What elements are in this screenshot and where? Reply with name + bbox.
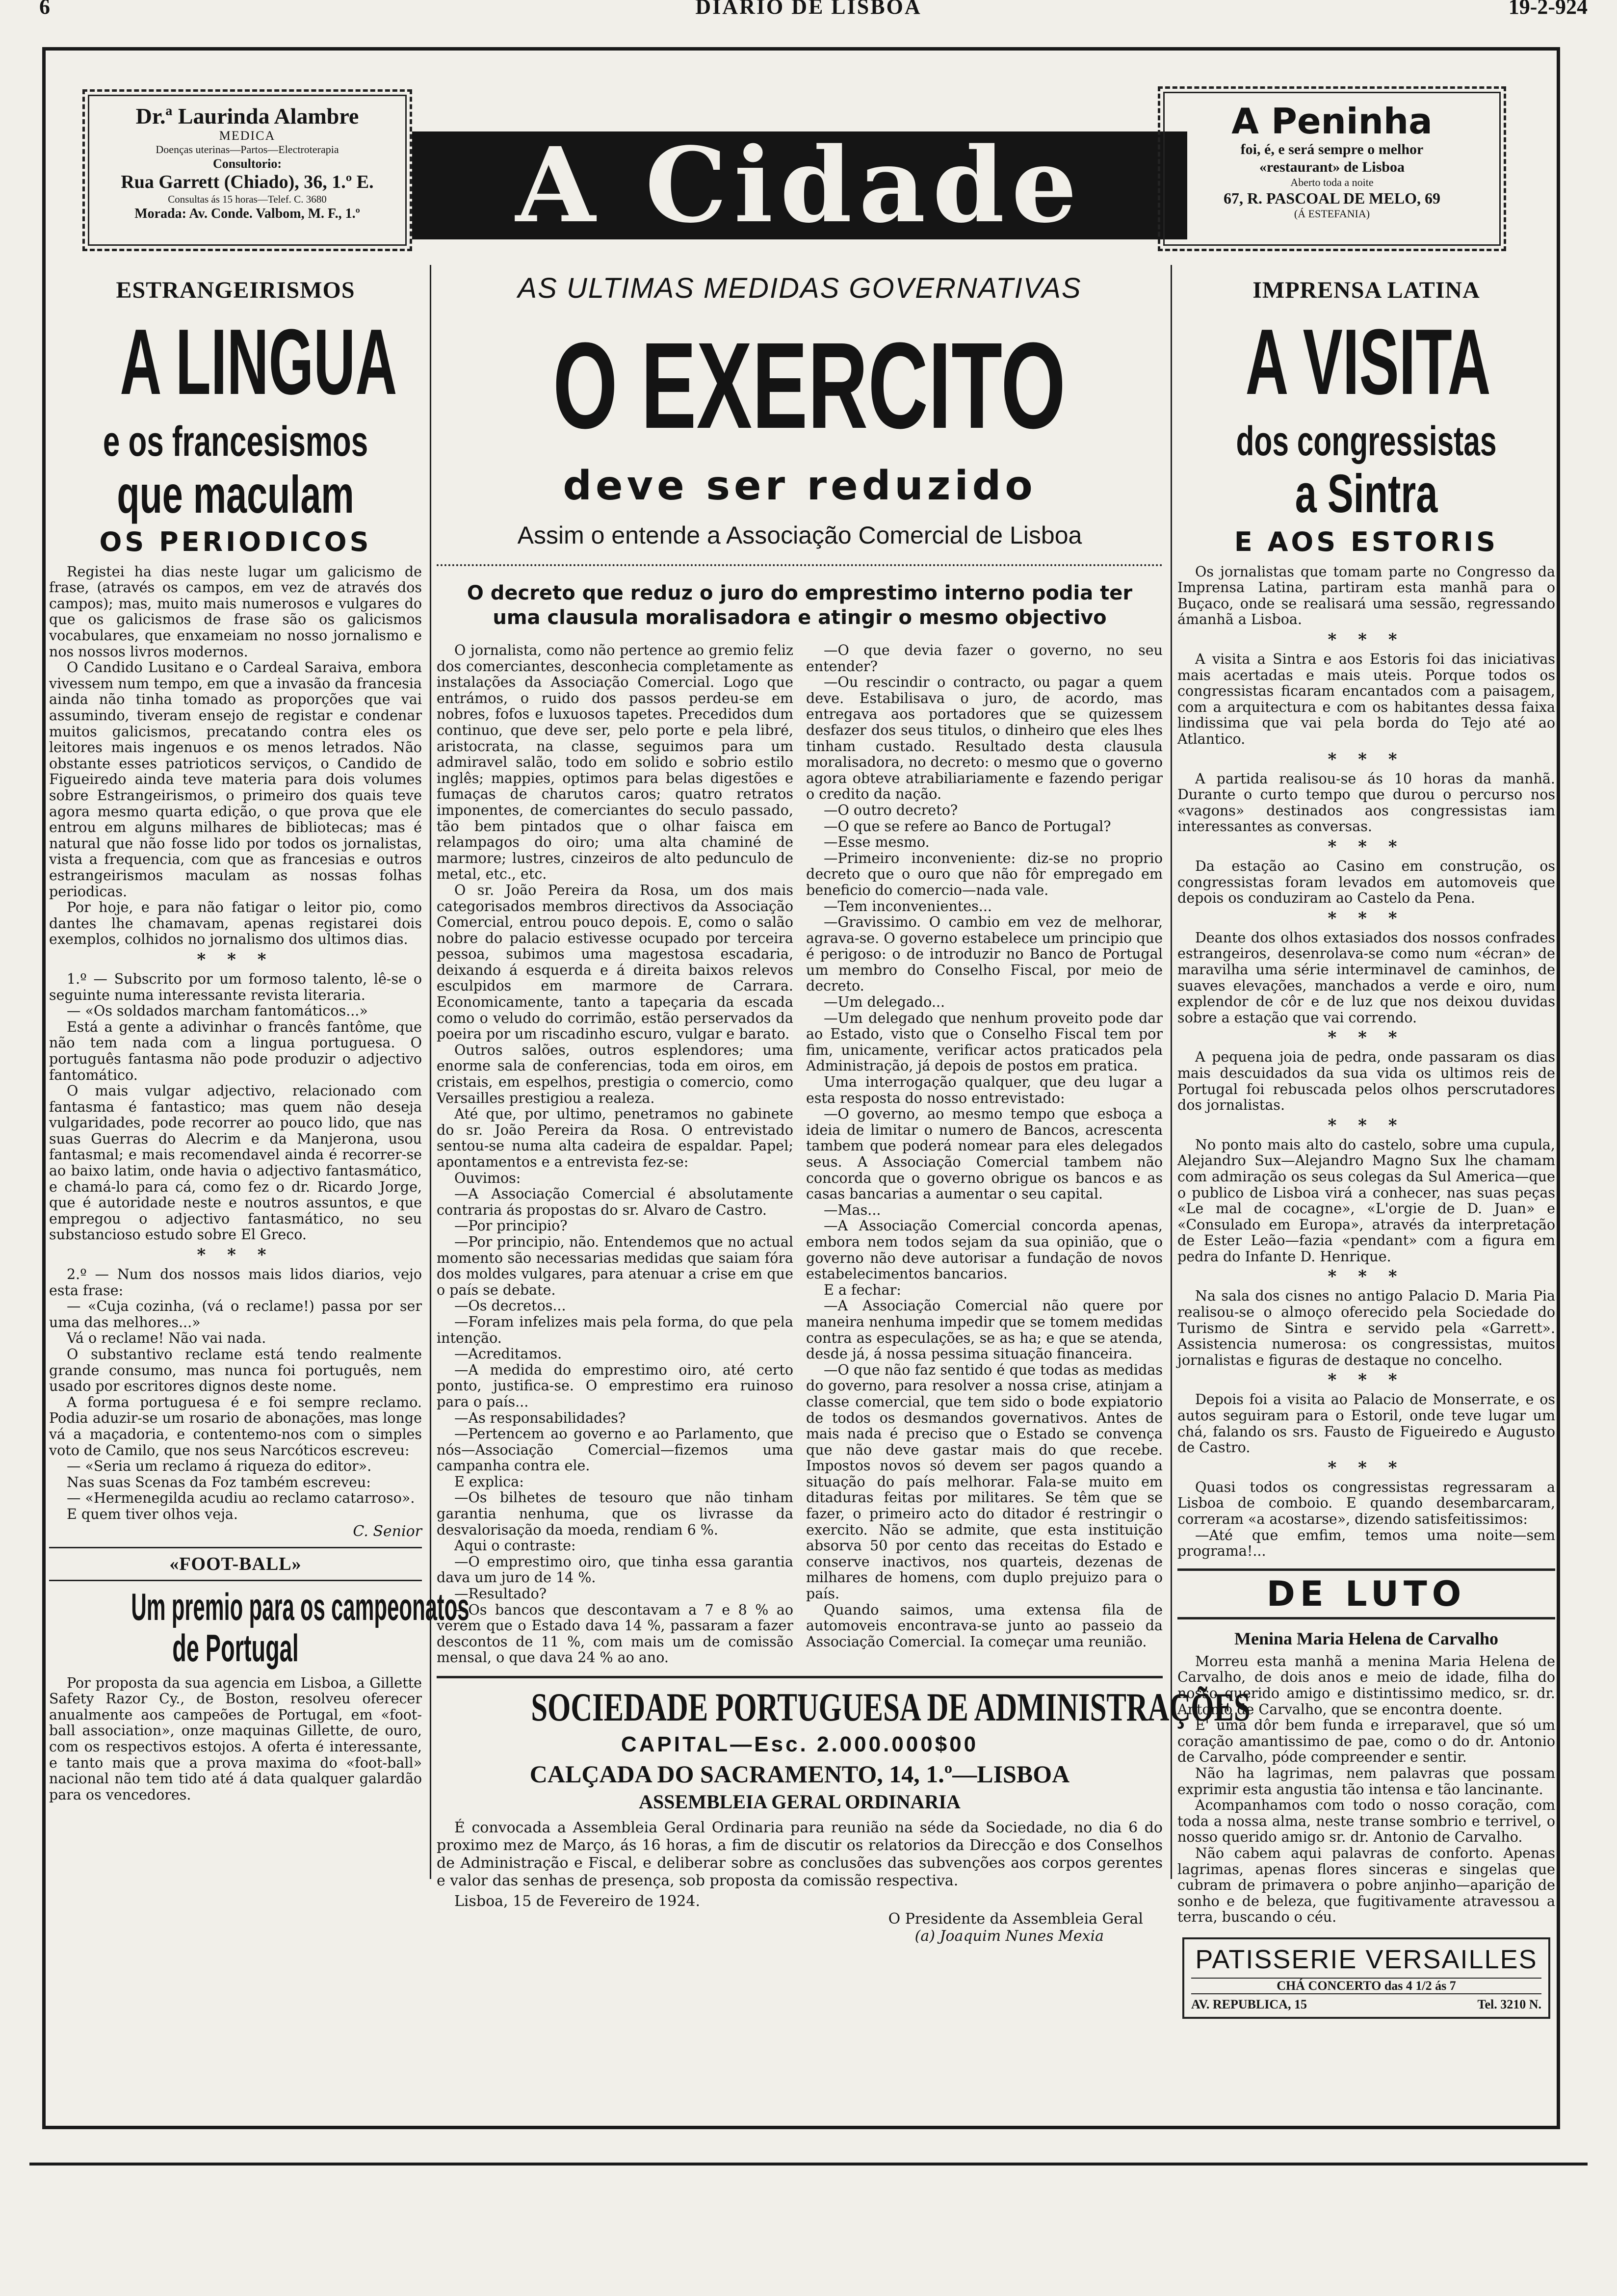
center-paragraph: —O que não faz sentido é que todas as medidas do governo, para resolver a nossa crise, atinjam a classe comercial, que tem sido o bode expiatorio de todos os desmandos governativos. Antes de mais nada é preciso que o Estado se convença que não deve gastar mais do que recebe. Impostos novos só devem ser pagos quando a situação do país melhorar. Fala-se muito em ditaduras feitas por militares. Se têm que se fazer, o primeiro acto do ditador é restringir o exercito. Não se admite, que esta instituição absorva 50 por cento das receitas do Estado e conserve inactivos, nos quarteis, dezenas de milhares de homens, com duplo prejuizo para o país. (806, 1361, 1163, 1602)
center-paragraph: —O que se refere ao Banco de Portugal? (824, 818, 1111, 835)
section-stars: * * * (197, 1245, 274, 1265)
right-paragraph: No ponto mais alto do castelo, sobre uma cupula, Alejandro Sux—Alejandro Magno Sux lhe chamam com admiração os seus colegas da Sul America—que o publico de Lisboa virá a conhecer, nas suas peças «Le mal de cocagne», «L'orgie de D. Juan» e «Consulado em Europa», através da interpretação de Ester Leão—fazia «pendant» com a figura em pedra do Infante D. Henrique. (1177, 1136, 1555, 1265)
center-paragraph: O sr. João Pereira da Rosa, um dos mais categorisados membros directivos da Associação Comercial, entrou pouco depois. E, como o salão nobre do palacio estivesse ocupado por terceira pessoa, subimos uma magestosa escadaria, deixando á esquerda e á direita baixos relevos esculpidos em marmore de Carrara. Economicamente, tanto a tapeçaria da escada como o veludo do corrimão, estão perservados da poeira por um riscadinho escuro, vulgar e barato. (437, 882, 793, 1043)
luto-title: DE LUTO (1266, 1573, 1466, 1614)
sociedade-capital: CAPITAL—Esc. 2.000.000$00 (621, 1732, 979, 1756)
left-headline: A LINGUA (120, 310, 397, 414)
luto-paragraph: Não cabem aqui palavras de conforto. Apenas lagrimas, apenas flores sinceras e singelas que cubram de primavera o pobre anjinho—aparição de sonho e de beleza, que fugitivamente atravessou a terra, buscando o céu. (1177, 1845, 1555, 1926)
right-body (1177, 564, 1555, 1560)
right-subhead-1: dos congressistas (1236, 418, 1497, 464)
sociedade-heading: ASSEMBLEIA GERAL ORDINARIA (639, 1791, 961, 1813)
center-paragraph: —Primeiro inconveniente: diz-se no proprio decreto que o ouro que não fôr empregado em beneficio do comercio—nada vale. (806, 850, 1163, 898)
left-paragraph: 1.º — Subscrito por um formoso talento, lê-se o seguinte numa interessante revista literaria. (49, 970, 422, 1003)
section-stars: * * * (1328, 1370, 1405, 1390)
section-stars: * * * (1328, 908, 1405, 928)
center-paragraph: —A medida do emprestimo oiro, até certo ponto, justifica-se. O emprestimo era ruinoso para o país... (437, 1361, 793, 1410)
right-paragraph: A visita a Sintra e aos Estoris foi das iniciativas mais acertadas e mais uteis. Porque todos os congressistas ficaram encantados com a paisagem, com a arquitectura e com os habitantes dessa faixa lindissima que vai pela borda do Tejo até ao Atlantico. (1177, 651, 1555, 748)
center-paragraph: —Os decretos... (454, 1298, 566, 1314)
left-column (49, 265, 469, 1803)
center-paragraph: —Gravissimo. O cambio em vez de melhorar, agrava-se. O governo estabelece um principio que é perigoso: o de introduzir no Banco de Portugal um membro do Conselho Fiscal, por meio de decreto. (806, 914, 1163, 994)
patisserie-footer (1191, 1997, 1541, 2012)
center-paragraph: —Um delegado que nenhum proveito pode dar ao Estado, visto que o Conselho Fiscal tem por fim, unicamente, verificar actos praticados pela Administração, já depois de postos em pratica. (806, 1010, 1163, 1074)
sociedade-president: O Presidente da Assembleia Geral (888, 1910, 1143, 1928)
page-header (10, 0, 1607, 20)
center-paragraph: E explica: (454, 1473, 524, 1490)
ad-restaurant-name: A Peninha (1231, 101, 1433, 142)
masthead-title: A Cidade (412, 131, 1187, 239)
patisserie-name: PATISSERIE VERSAILLES (1195, 1944, 1538, 1974)
luto-paragraph: Morreu esta manhã a menina Maria Helena de Carvalho, de dois anos e meio de idade, filha do nosso querido amigo e distintissimo medico, sr. dr. Antonio de Carvalho, que se encontra doente. (1177, 1653, 1555, 1718)
luto-heading: Menina Maria Helena de Carvalho (1234, 1628, 1498, 1648)
ad-doctor-hours: Consultas ás 15 horas—Telef. C. 3680 (168, 193, 327, 205)
ad-doctor-role: MEDICA (219, 129, 276, 143)
center-paragraph: —Por principio, não. Entendemos que no actual momento são necessarias medidas que saiam fóra dos moldes vulgares, para atenuar a crise em que o país se debate. (437, 1233, 793, 1298)
sociedade-address: CALÇADA DO SACRAMENTO, 14, 1.º—LISBOA (529, 1760, 1070, 1788)
luto-paragraph: Não ha lagrimas, nem palavras que possam exprimir esta angustia tão intensa e tão lancinante. (1177, 1765, 1555, 1798)
center-paragraph: Aqui o contraste: (454, 1538, 576, 1554)
center-paragraph: —As responsabilidades? (454, 1409, 626, 1426)
center-paragraph: —Os bilhetes de tesouro que não tinham garantia nenhuma, que os livrasse da desvalorisação da moeda, rendiam 6 %. (437, 1489, 793, 1538)
center-paragraph: Outros salões, outros esplendores; uma enorme sala de conferencias, toda em oiros, em cristais, em espelhos, prestigia o comercio, como Versailles prestigiou a realeza. (437, 1042, 793, 1106)
right-paragraph: A pequena joia de pedra, onde passaram os dias mais descuidados da sua vida os ultimos reis de Portugal foi rebuscada pelos olhos perscrutadores dos jornalistas. (1177, 1049, 1555, 1114)
section-stars: * * * (1328, 749, 1405, 769)
sociedade-title: SOCIEDADE PORTUGUESA DE ADMINISTRAÇÕES (531, 1685, 1251, 1729)
ad-doctor-specialties: Doenças uterinas—Partos—Electroterapia (156, 143, 339, 156)
left-paragraph: O substantivo reclame está tendo realmente grande consumo, mas nunca foi português, nem usado por escritores dignos deste nome. (49, 1346, 422, 1395)
center-paragraph: Uma interrogação qualquer, que deu lugar a esta resposta do nosso entrevistado: (806, 1074, 1163, 1106)
column-rule-left (430, 265, 431, 1879)
football-kicker: «FOOT-BALL» (169, 1553, 302, 1574)
left-paragraph: O Candido Lusitano e o Cardeal Saraiva, embora vivessem num tempo, em que a invasão da francesia ainda não tinha tomado as proporções que vai assumindo, tiveram ensejo de registar e condenar muitos galicismos, precatando contra eles os leitores mais ingenuos e os menos letrados. Não obstante esses patrioticos serviços, o Candido de Figueiredo ainda teve materia para dois volumes sobre Estrangeirismos, o primeiro dos quais teve agora mesmo quarta edição, o que prova que ele entrou em alguns milhares de bibliotecas; mas é natural que não fosse lido por todos os jornalistas, vista a frequencia, com que as francesias e outros estrangeirismos maculam as nossas folhas periodicas. (49, 659, 422, 900)
center-paragraph: —Pertencem ao governo e ao Parlamento, que nós—Associação Comercial—fizemos uma campanha contra ele. (437, 1426, 793, 1474)
ad-doctor-home: Morada: Av. Conde. Valbom, M. F., 1.º (134, 206, 360, 221)
center-paragraph: —O que devia fazer o governo, no seu entender? (806, 642, 1163, 675)
left-paragraph: — «Hermenegilda acudiu ao reclamo catarroso». (67, 1490, 415, 1507)
center-body (437, 643, 1163, 1666)
ad-laurinda-alambre (82, 89, 412, 251)
center-paragraph: Ouvimos: (454, 1170, 521, 1186)
right-column (1177, 265, 1555, 2019)
center-paragraph: —O emprestimo oiro, que tinha essa garantia dava um juro de 14 %. (437, 1553, 793, 1586)
center-headline: O EXERCITO (552, 317, 1066, 454)
divider (49, 1580, 422, 1581)
left-subhead-3: OS PERIODICOS (99, 526, 372, 557)
right-paragraph: Depois foi a visita ao Palacio de Monserrate, e os autos seguiram para o Estoril, onde teve lugar um chá, falando os srs. Fausto de Figueiredo e Augusto de Castro. (1177, 1391, 1555, 1456)
football-headline-2: de Portugal (172, 1626, 299, 1670)
center-paragraph: —Por principio? (454, 1218, 568, 1234)
right-paragraph: Quasi todos os congressistas regressaram a Lisboa de comboio. E quando desembarcaram, correram «a acostarse», dizendo satisfeitissimos: (1177, 1479, 1555, 1527)
column-rule-right (1171, 265, 1172, 1879)
left-paragraph: E quem tiver olhos veja. (67, 1506, 238, 1522)
patisserie-phone: Tel. 3210 N. (1477, 1997, 1541, 2011)
sociedade-body: É convocada a Assembleia Geral Ordinaria para reunião na séde da Sociedade, no dia 6 do proximo mez de Março, ás 16 horas, a fim de discutir os relatorios da Direcção e dos Conselhos de Administração e Fiscal, e deliberar sobre as conclusões das subvenções aos corpos gerentes e valor das senhas de presença, sob proposta da comissão respectiva. (437, 1819, 1163, 1889)
left-paragraph: A forma portuguesa é e foi sempre reclamo. Podia aduzir-se um rosario de abonações, mas longe vá a maçadoria, e contentemo-nos com o simples voto de Camilo, que nos seus Narcóticos escreveu: (49, 1394, 422, 1459)
sociedade-signature: (a) Joaquim Nunes Mexia (914, 1928, 1104, 1945)
right-subhead-3: E AOS ESTORIS (1234, 526, 1499, 557)
left-paragraph: Nas suas Scenas da Foz também escreveu: (67, 1474, 371, 1490)
page-number: 6 (39, 0, 50, 19)
right-headline: A VISITA (1245, 310, 1491, 414)
sociedade-date: Lisboa, 15 de Fevereiro de 1924. (454, 1893, 700, 1910)
center-paragraph: —Foram infelizes mais pela forma, do que pela intenção. (437, 1313, 793, 1346)
divider (49, 1547, 422, 1548)
center-column (437, 265, 1251, 1945)
center-paragraph: —A Associação Comercial não quere por maneira nenhuma impedir que se tomem medidas contra as especulações, se as ha; e que se atenda, desde já, á nossa pessima situação financeira. (806, 1298, 1163, 1362)
center-paragraph: Até que, por ultimo, penetramos no gabinete do sr. João Pereira da Rosa. O entrevistado sentou-se numa alta cadeira de espaldar. Papel; apontamentos e a entrevista fez-se: (437, 1106, 793, 1170)
center-tagline: Assim o entende a Associação Comercial de Lisboa (517, 522, 1082, 549)
section-stars: * * * (1328, 1267, 1405, 1287)
center-paragraph: —Esse mesmo. (824, 834, 930, 851)
left-kicker: ESTRANGEIRISMOS (116, 277, 355, 303)
left-paragraph: O mais vulgar adjectivo, relacionado com fantasma é fantastico; mas quem não deseja vulgaridades, pode recorrer ao pouco lido, que nas suas Guerras do Alecrim e da Manjerona, usou fantasmal; e mais recomendavel ainda é recorrer-se ao baixo latim, onde havia o adjectivo fantasmático, e chamá-lo para cá, como fez o dr. Ricardo Jorge, que é autoridade neste e noutros assuntos, e que empregou o adjectivo fantasmático, no seu substancioso estudo sobre El Greco. (49, 1083, 422, 1243)
ad-a-peninha (1158, 86, 1506, 251)
right-paragraph: Na sala dos cisnes no antigo Palacio D. Maria Pia realisou-se o almoço oferecido pela Sociedade do Turismo de Sintra e servido pela «Garrett». Assistencia numerosa: os congressistas, muitos jornalistas e figuras de destaque no concelho. (1177, 1288, 1555, 1368)
left-paragraph: — «Seria um reclamo á riqueza do editor». (67, 1458, 372, 1475)
ad-patisserie-versailles (1182, 1937, 1550, 2019)
football-headline-1: Um premio para os campeonatos (131, 1585, 469, 1628)
right-kicker: IMPRENSA LATINA (1252, 277, 1480, 303)
right-paragraph: A partida realisou-se ás 10 horas da manhã. Durante o curto tempo que durou o percurso nos «vagons» destinados aos congressistas iam interessantes as conversas. (1177, 770, 1555, 835)
center-subhead: deve ser reduzido (563, 463, 1037, 509)
center-kicker: AS ULTIMAS MEDIDAS GOVERNATIVAS (518, 272, 1082, 304)
left-paragraph: Vá o reclame! Não vai nada. (67, 1330, 266, 1347)
section-stars: * * * (1328, 630, 1405, 650)
section-stars: * * * (1328, 837, 1405, 857)
ad-restaurant-line3: Aberto toda a noite (1290, 176, 1374, 188)
left-paragraph: 2.º — Num dos nossos mais lidos diarios, vejo esta frase: (49, 1266, 422, 1299)
page-date: 19-2-924 (1508, 0, 1588, 19)
center-paragraph: —Acreditamos. (454, 1346, 562, 1362)
luto-paragraph: E' uma dôr bem funda e irreparavel, que só um coração amantissimo de pae, como o do dr. Antonio de Carvalho, póde compreender e sentir. (1177, 1717, 1555, 1766)
patisserie-line: CHÁ CONCERTO das 4 1/2 ás 7 (1191, 1978, 1541, 1994)
center-paragraph: —Os bancos que descontavam a 7 e 8 % ao verem que o Estado dava 14 %, passaram a fazer descontos de 11 %, com mais um de comissão mensal, o que dava 24 % ao ano. (437, 1601, 793, 1666)
luto-paragraph: Acompanhamos com todo o nosso coração, com toda a nossa alma, neste transe sombrio e terrivel, o nosso querido amigo sr. dr. Antonio de Carvalho. (1177, 1797, 1555, 1846)
right-subhead-2: a Sintra (1295, 464, 1438, 524)
left-paragraph: Por hoje, e para não fatigar o leitor pio, como dantes lhe chamavam, apenas registarei dois exemplos, colhidos no jornalismo dos ultimos dias. (49, 899, 422, 948)
center-deck: O decreto que reduz o juro do emprestimo interno podia ter uma clausula moralisadora e atingir o mesmo objectivo (467, 582, 1133, 629)
ad-doctor-office-address: Rua Garrett (Chiado), 36, 1.º E. (121, 172, 374, 192)
ad-restaurant-line1: foi, é, e será sempre o melhor (1240, 141, 1424, 157)
left-paragraph: — «Os soldados marcham fantomáticos...» (67, 1003, 368, 1019)
left-subhead-1: e os francesismos (103, 418, 368, 465)
ad-doctor-name: Dr.ª Laurinda Alambre (135, 104, 359, 129)
center-paragraph: E a fechar: (824, 1281, 901, 1298)
left-subhead-2: que maculam (117, 465, 354, 524)
right-paragraph: —Até que emfim, temos uma noite—sem programa!... (1177, 1527, 1555, 1560)
luto-box (1177, 1568, 1555, 1619)
ad-sociedade-portuguesa (437, 1676, 1251, 1945)
left-paragraph: Registei ha dias neste lugar um galicismo de frase, (através os campos, em vez de através dos campos); mas, muito mais numerosos e vulgares do que os galicismos de frase são os galicismos vocabulares, que enxameiam no nosso jornalismo e nos nossos livros modernos. (49, 563, 422, 660)
football-body: Por proposta da sua agencia em Lisboa, a Gillette Safety Razor Cy., de Boston, resolveu oferecer anualmente aos campeões de Portugal, em «foot-ball association», onze maquinas Gillette, de ouro, com os respectivos estojos. A oferta é interessante, e tanto mais que a prova maxima do «foot-ball» nacional não tem tido até á data qualquer galardão para os vencedores. (49, 1674, 422, 1803)
center-paragraph: —A Associação Comercial é absolutamente contraria ás propostas do sr. Alvaro de Castro. (437, 1186, 793, 1218)
center-paragraph: O jornalista, como não pertence ao gremio feliz dos comerciantes, desconhecia completamente as instalações da Associação Comercial. Logo que entrámos, o ruido dos passos perdeu-se em nobres, fofos e luxuosos tapetes. Precedidos dum continuo, que deve ser, pelo porte e pela libré, aristocrata, na classe, seguimos para um admiravel salão, todo em solido e sobrio estilo inglês; mappies, optimos para belas digestões e fumaças de charutos caros; quatro retratos imponentes, de comerciantes do seculo passado, tão bem pintados que o olhar faisca em relampagos do oiro; uma alta chaminé de marmore; lustres, cinzeiros de alto pedunculo de metal, etc., etc. (437, 642, 793, 883)
ad-doctor-office-label: Consultorio: (212, 157, 282, 171)
center-paragraph: —Resultado? (454, 1586, 547, 1602)
section-stars: * * * (197, 949, 274, 969)
center-paragraph: —Ou rescindir o contracto, ou pagar a quem deve. Estabilisava o juro, de acordo, mas entregava aos portadores que se quizessem desfazer dos seus titulos, o dinheiro que eles lhes tinham custado. Resultado desta clausula moralisadora, no decreto: o mesmo que o governo agora obteve atrabiliariamente e fazendo perigar o credito da nação. (806, 674, 1163, 803)
ad-restaurant-landmark: (Á ESTEFANIA) (1294, 208, 1370, 220)
left-paragraph: Está a gente a adivinhar o francês fantôme, que não tem nada com a lingua portuguesa. O português fantasma não pode produzir o adjectivo fantomático. (49, 1018, 422, 1083)
center-paragraph: —O governo, ao mesmo tempo que esboça a ideia de limitar o numero de Bancos, acrescenta tambem que poderá nomear para eles delegados seus. A Associação Comercial tambem não concorda que o governo obrigue os bancos e as casas bancarias a aumentar o seu capital. (806, 1106, 1163, 1202)
patisserie-address: AV. REPUBLICA, 15 (1191, 1997, 1307, 2011)
bottom-rule (29, 2163, 1588, 2166)
section-stars: * * * (1328, 1458, 1405, 1478)
center-paragraph: Quando saimos, uma extensa fila de automoveis encontrava-se junto ao passeio da Associação Comercial. Ia começar uma reunião. (806, 1601, 1163, 1650)
right-paragraph: Deante dos olhos extasiados dos nossos confrades estrangeiros, desenrolava-se como num «écran» de maravilha uma série interminavel de caminhos, de suaves elevações, manchados a verde e oiro, num explendor de côr e de luz que nos deixou duvidas sobre a estação que vai correndo. (1177, 929, 1555, 1026)
newspaper-name: DIARIO DE LISBOA (695, 0, 922, 19)
center-paragraph: —A Associação Comercial concorda apenas, embora nem todos sejam da sua opinião, que o governo não deve autorisar a fundação de novos estabelecimentos bancarios. (806, 1218, 1163, 1282)
section-stars: * * * (1328, 1028, 1405, 1048)
center-body-col-a (437, 643, 793, 1666)
left-signature: C. Senior (353, 1522, 422, 1540)
right-paragraph: Os jornalistas que tomam parte no Congresso da Imprensa Latina, partiram esta manhã para o Buçaco, onde se realisará uma sessão, regressando ámanhã a Lisboa. (1177, 563, 1555, 628)
section-stars: * * * (1328, 1115, 1405, 1135)
center-divider (437, 564, 1163, 566)
center-paragraph: —Um delegado... (824, 994, 945, 1011)
right-paragraph: Da estação ao Casino em construção, os congressistas foram levados em automoveis que depois os conduziram ao Castelo da Pena. (1177, 858, 1555, 907)
ad-restaurant-address: 67, R. PASCOAL DE MELO, 69 (1223, 189, 1441, 207)
left-paragraph: — «Cuja cozinha, (vá o reclame!) passa por ser uma das melhores...» (49, 1298, 422, 1331)
center-body-col-b (806, 643, 1163, 1666)
center-paragraph: —O outro decreto? (824, 802, 958, 818)
center-paragraph: —Tem inconvenientes... (824, 898, 992, 914)
center-paragraph: —Mas... (824, 1201, 881, 1218)
ad-restaurant-line2: «restaurant» de Lisboa (1259, 159, 1405, 175)
